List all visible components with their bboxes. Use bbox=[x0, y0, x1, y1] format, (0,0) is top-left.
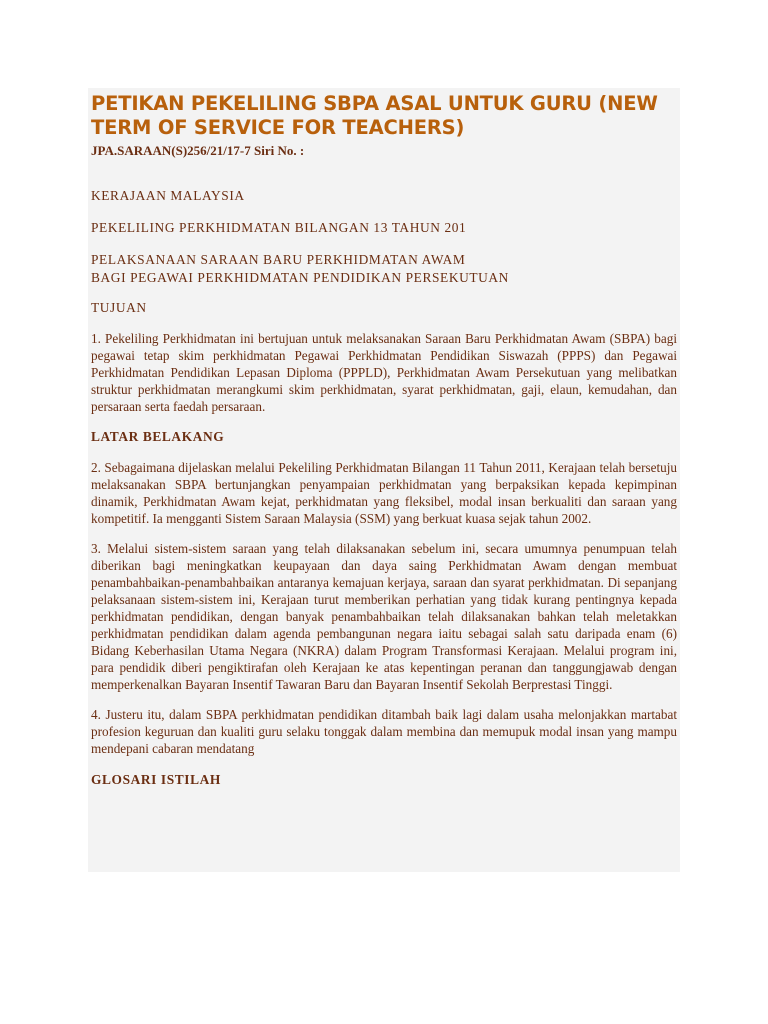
paragraph-4: 4. Justeru itu, dalam SBPA perkhidmatan pendidikan ditambah baik lagi dalam usaha melonjakkan martabat profesion keguruan dan kualiti guru selaku tonggak dalam membina dan memupuk modal insan yang mampu mendepani cabaran mendatang bbox=[91, 707, 677, 756]
document-content bbox=[91, 92, 677, 789]
paragraph-3: 3. Melalui sistem-sistem saraan yang telah dilaksanakan sebelum ini, secara umumnya penumpuan telah diberikan bagi meningkatkan keupayaan dan daya saing Perkhidmatan Awam dengan membuat penambahbaikan-penambahbaikan antaranya kemajuan kerjaya, saraan dan syarat perkhidmatan. Di sepanjang pelaksanaan sistem-sistem ini, Kerajaan turut memberikan perhatian yang tidak kurang pentingnya kepada perkhidmatan pendidikan, dengan banyak penambahbaikan telah dilaksanakan bahkan telah meletakkan perkhidmatan pendidikan dalam agenda pembangunan negara iaitu sebagai salah satu daripada enam (6) Bidang Keberhasilan Utama Negara (NKRA) dalam Program Transformasi Kerajaan. Melalui program ini, para pendidik diberi pengiktirafan oleh Kerajaan ke atas kepentingan peranan dan tanggungjawab dengan memperkenalkan Bayaran Insentif Tawaran Baru dan Bayaran Insentif Sekolah Berprestasi Tinggi. bbox=[91, 541, 677, 692]
subject-line-2: BAGI PEGAWAI PERKHIDMATAN PENDIDIKAN PERSEKUTUAN bbox=[91, 270, 509, 285]
document-title: PETIKAN PEKELILING SBPA ASAL UNTUK GURU (NEW TERM OF SERVICE FOR TEACHERS) bbox=[91, 92, 658, 139]
paragraph-1: 1. Pekeliling Perkhidmatan ini bertujuan untuk melaksanakan Saraan Baru Perkhidmatan Awam (SBPA) bagi pegawai tetap skim perkhidmatan Pegawai Perkhidmatan Pendidikan Siswazah (PPPS) dan Pegawai Perkhidmatan Pendidikan Lepasan Diploma (PPPLD), Perkhidmatan Awam Persekutuan yang melibatkan struktur perkhidmatan merangkumi skim perkhidmatan, syarat perkhidmatan, gaji, elaun, kemudahan, dan persaraan serta faedah persaraan. bbox=[91, 331, 677, 414]
paragraph-2: 2. Sebagaimana dijelaskan melalui Pekeliling Perkhidmatan Bilangan 11 Tahun 2011, Kerajaan telah bersetuju melaksanakan SBPA bertunjangkan penyampaian perkhidmatan yang berpaksikan kepada kepimpinan dinamik, Perkhidmatan Awam kejat, perkhidmatan yang fleksibel, modal insan berkualiti dan saraan yang kompetitif. Ia mengganti Sistem Saraan Malaysia (SSM) yang berkuat kuasa sejak tahun 2002. bbox=[91, 460, 677, 526]
section-tujuan: TUJUAN bbox=[91, 300, 147, 315]
circular-heading: PEKELILING PERKHIDMATAN BILANGAN 13 TAHUN 201 bbox=[91, 220, 467, 235]
section-latar-belakang: LATAR BELAKANG bbox=[91, 429, 225, 444]
section-glosari-istilah: GLOSARI ISTILAH bbox=[91, 772, 221, 787]
government-heading: KERAJAAN MALAYSIA bbox=[91, 188, 245, 203]
subject-line-1: PELAKSANAAN SARAAN BARU PERKHIDMATAN AWAM bbox=[91, 252, 466, 267]
reference-number: JPA.SARAAN(S)256/21/17-7 Siri No. : bbox=[91, 143, 305, 158]
